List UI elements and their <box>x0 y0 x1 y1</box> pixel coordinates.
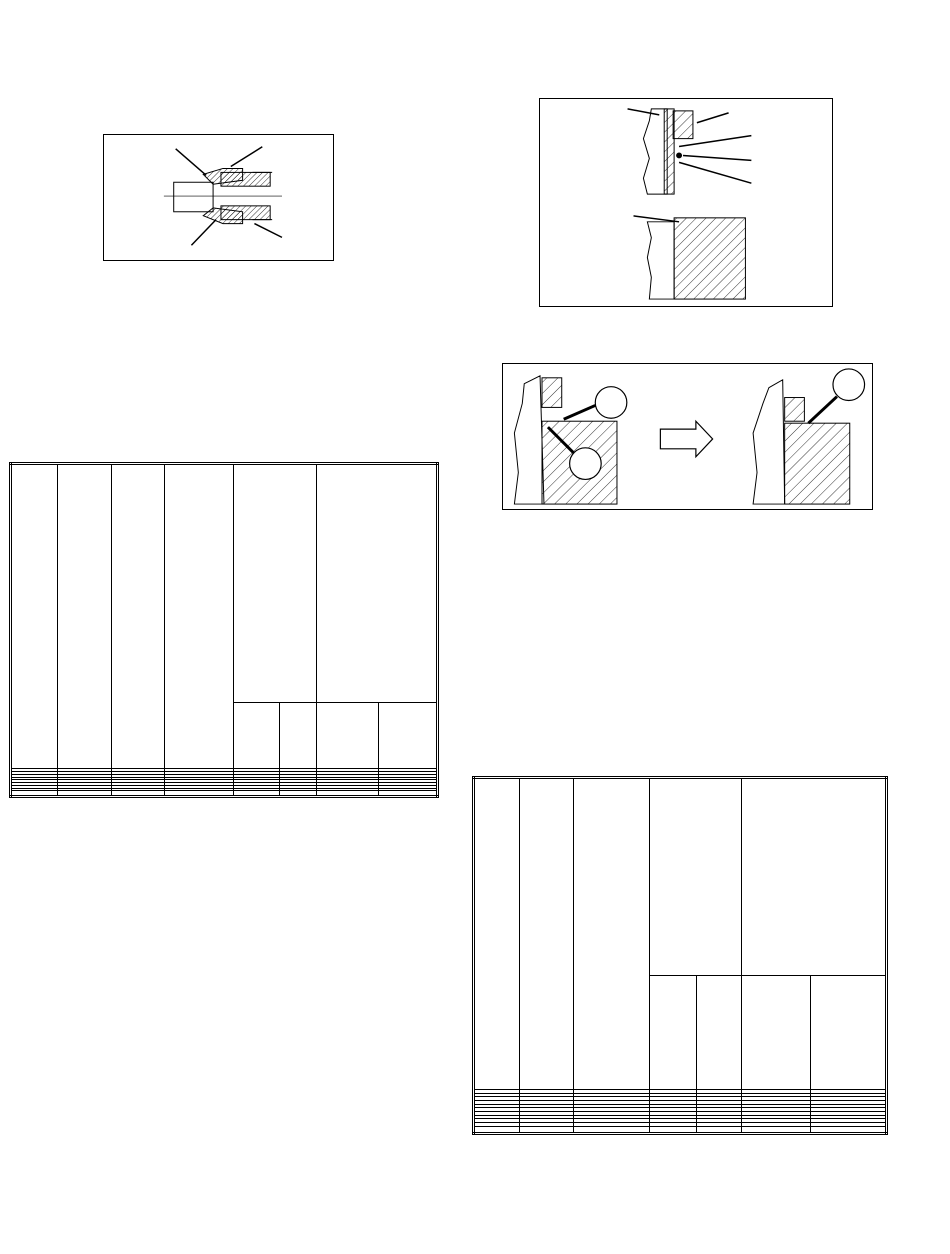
table-1-cell <box>165 791 233 797</box>
table-1-header-cell <box>233 464 317 703</box>
table-2-cell <box>650 1126 696 1133</box>
torque-table-left <box>9 462 439 798</box>
table-1-header-cell <box>111 464 164 769</box>
table-1-cell <box>58 791 111 797</box>
table-1-cell <box>317 791 378 797</box>
o-ring-boss-fitting-cross-section-icon <box>540 99 832 306</box>
table-1-cell <box>279 791 316 797</box>
table-2-cell <box>520 1126 573 1133</box>
table-1-subheader-cell <box>279 702 316 769</box>
table-2-header-cell <box>474 778 520 1090</box>
figure-assembly-sequence <box>502 363 873 510</box>
table-2-cell <box>474 1126 520 1133</box>
table-2-subheader-cell <box>741 976 811 1090</box>
table-1-subheader-cell <box>378 702 438 769</box>
table-1-cell <box>378 791 438 797</box>
table-1-header-cell <box>165 464 233 769</box>
right-arrow-icon <box>660 421 712 457</box>
table-1-subheader-cell <box>233 702 279 769</box>
figure-o-ring-boss <box>539 98 833 307</box>
table-2-subheader-cell <box>811 976 887 1090</box>
table-2-subheader-cell <box>696 976 741 1090</box>
torque-table-right <box>472 776 888 1135</box>
table-2-row <box>474 1126 887 1133</box>
table-1-subheader-cell <box>317 702 378 769</box>
table-2-cell <box>696 1126 741 1133</box>
table-1-row <box>11 791 438 797</box>
table-2-header-cell <box>520 778 573 1090</box>
table-1-cell <box>11 791 58 797</box>
table-2-subheader-cell <box>650 976 696 1090</box>
boss-fitting-assembly-sequence-icon <box>503 364 872 509</box>
table-1-cell <box>233 791 279 797</box>
table-2-header-cell <box>573 778 650 1090</box>
table-2-cell <box>741 1126 811 1133</box>
figure-tube-fitting <box>103 134 334 261</box>
table-1-header-cell <box>317 464 438 703</box>
table-2-cell <box>811 1126 887 1133</box>
table-1-header-cell <box>58 464 111 769</box>
table-2-header-cell <box>741 778 886 976</box>
table-2-header-cell <box>650 778 742 976</box>
table-1-cell <box>111 791 164 797</box>
table-1-header-cell <box>11 464 58 769</box>
flare-fitting-cross-section-icon <box>104 135 333 260</box>
table-2-cell <box>573 1126 650 1133</box>
